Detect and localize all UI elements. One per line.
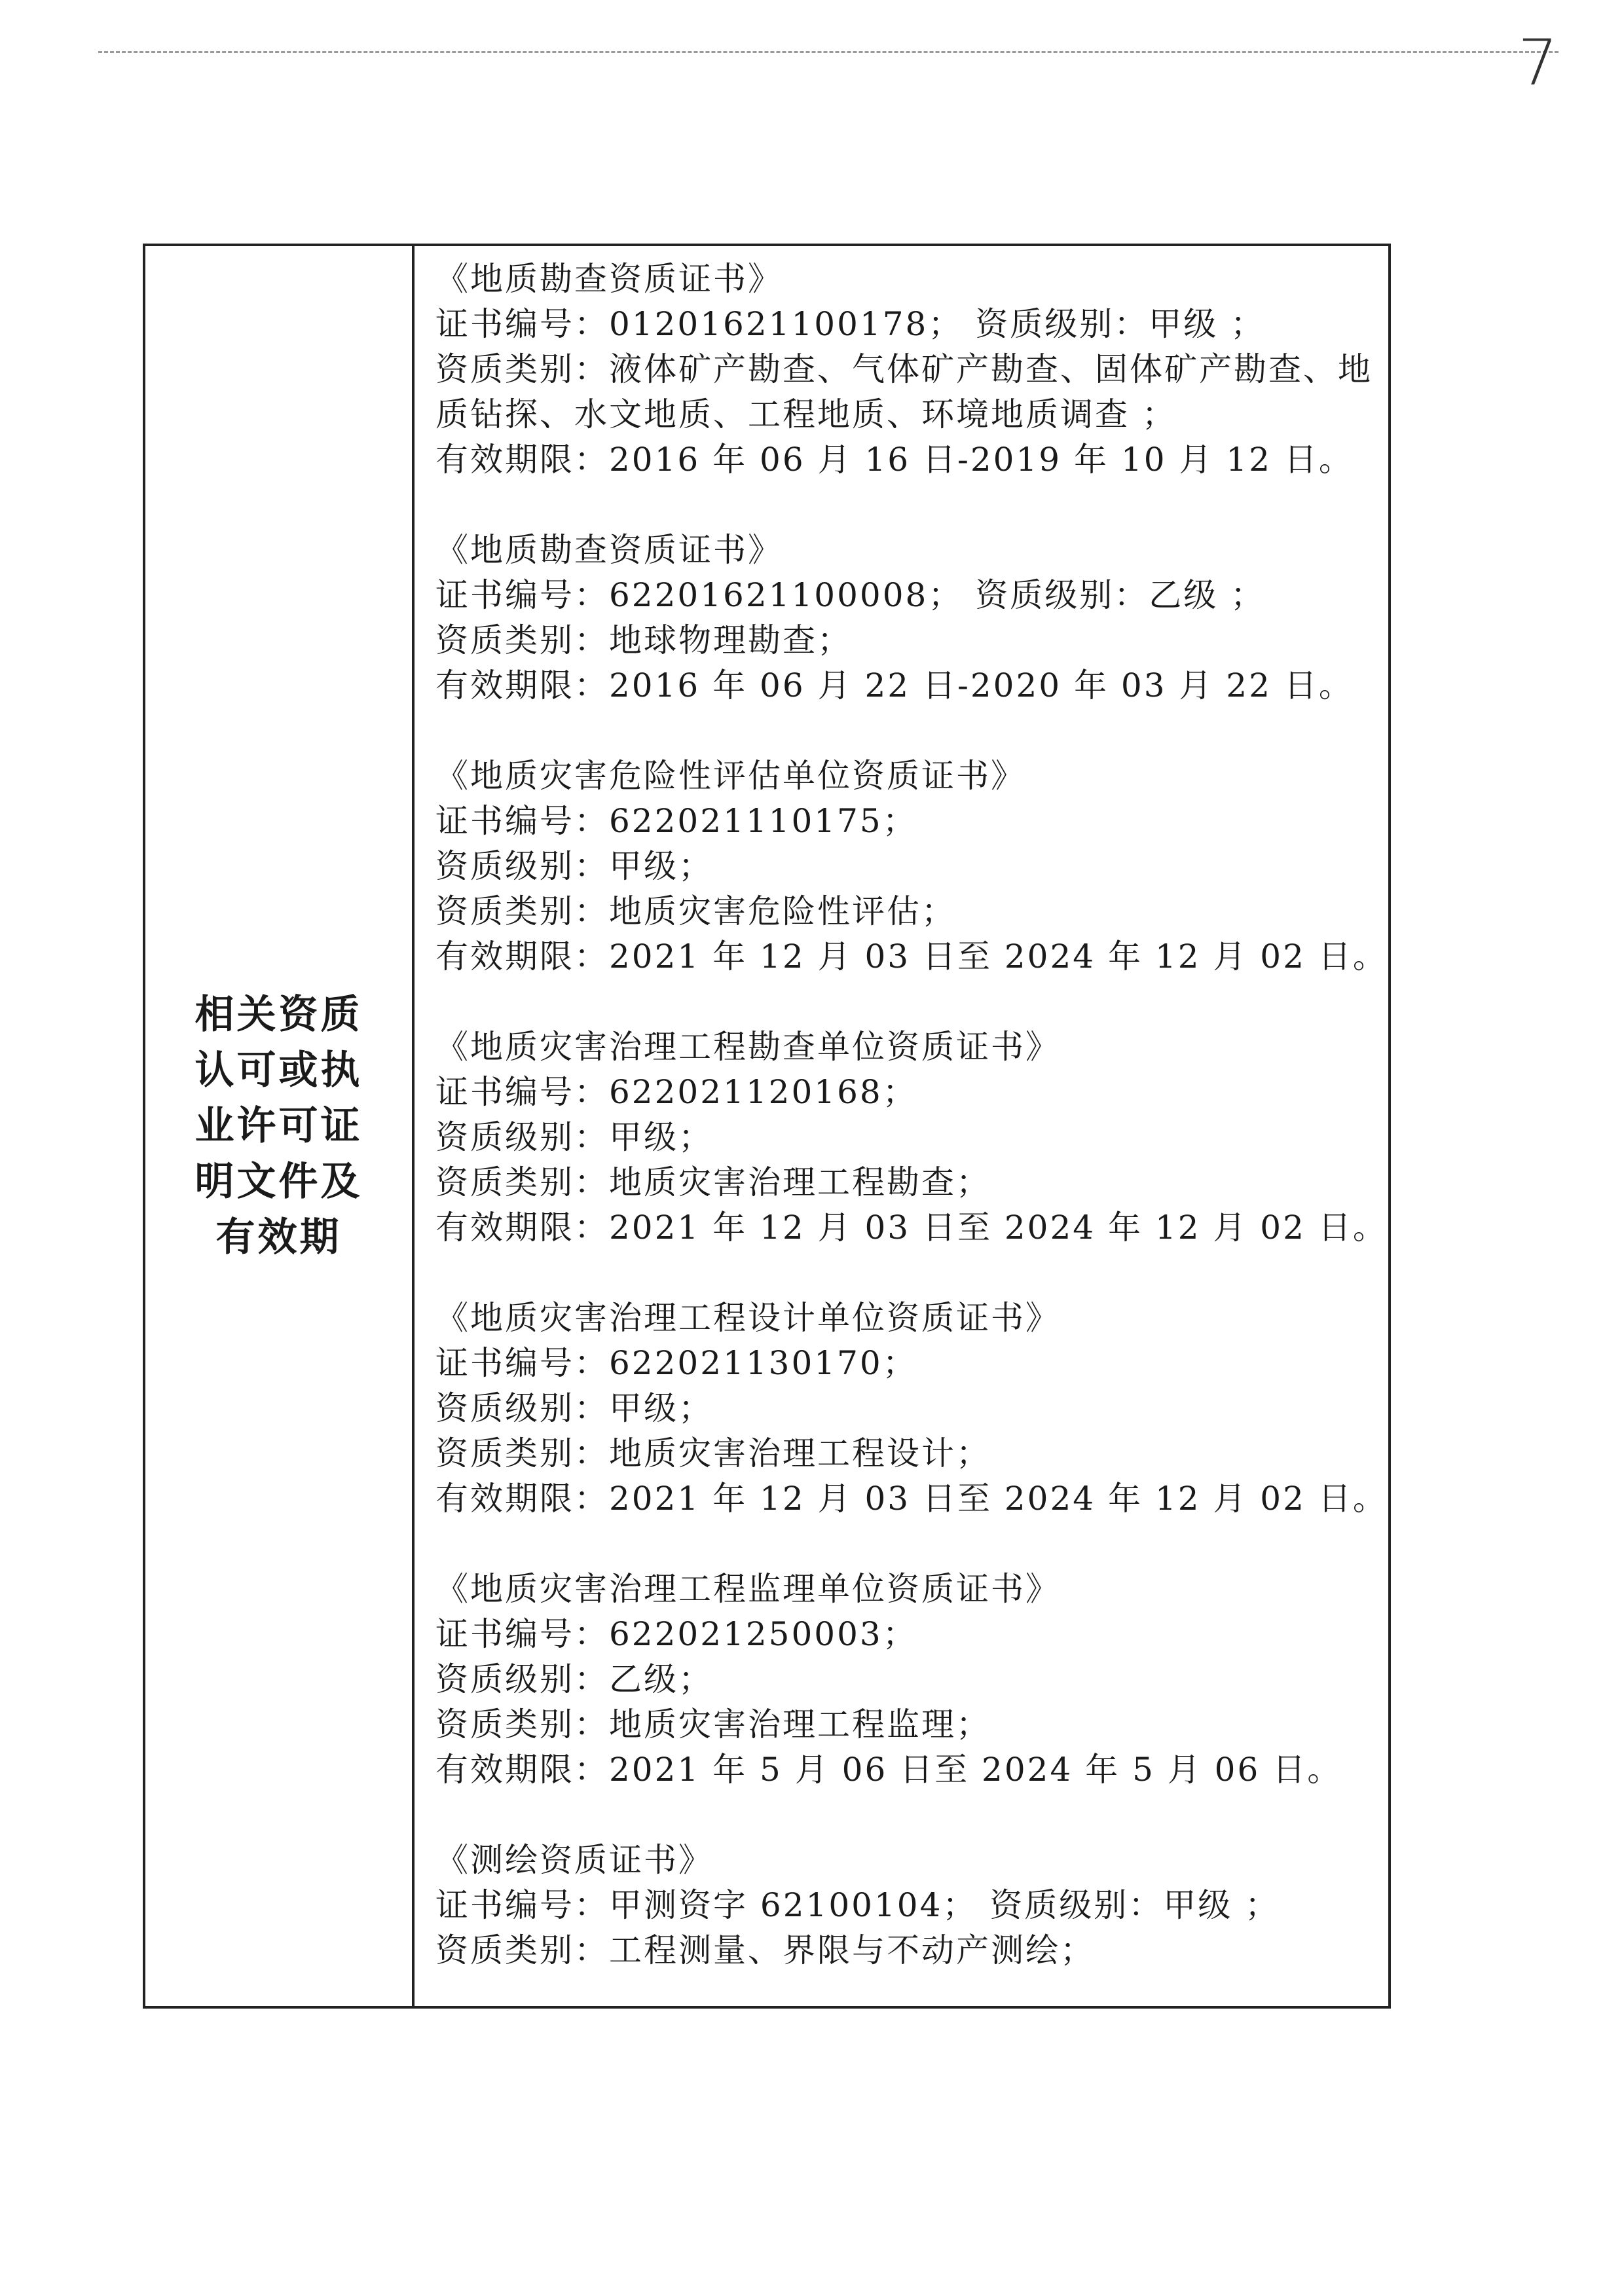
certificate-title: 《地质灾害治理工程勘查单位资质证书》: [435, 1028, 1060, 1066]
certificate-block: [435, 1838, 1380, 1973]
table-label-cell: [145, 246, 415, 2006]
certificate-category: 资质类别：工程测量、界限与不动产测绘；: [435, 1931, 1095, 1969]
certificate-block: [435, 1296, 1388, 1522]
certificate-title: 《地质勘查资质证书》: [435, 531, 783, 569]
certificate-block: [435, 1567, 1380, 1793]
certificate-category: 资质类别：地质灾害危险性评估；: [435, 892, 956, 930]
certificate-category: 资质类别：地质灾害治理工程监理；: [435, 1705, 991, 1743]
certificate-number: 证书编号：622021120168；: [435, 1073, 917, 1111]
handwritten-page-number: 7: [1518, 26, 1559, 100]
qualification-table: [143, 244, 1391, 2009]
certificate-title: 《地质勘查资质证书》: [435, 260, 783, 298]
certificate-validity: 有效期限：2016 年 06 月 16 日-2019 年 10 月 12 日。: [435, 441, 1354, 479]
certificate-level: 资质级别：甲级；: [435, 1389, 713, 1427]
certificate-level: 资质级别：乙级；: [435, 1660, 713, 1698]
certificate-title: 《地质灾害危险性评估单位资质证书》: [435, 757, 1025, 795]
certificate-category: 资质类别：地质灾害治理工程设计；: [435, 1434, 991, 1472]
certificate-number: 证书编号：01201621100178； 资质级别：甲级 ；: [435, 305, 1266, 343]
certificate-title: 《地质灾害治理工程监理单位资质证书》: [435, 1570, 1060, 1608]
header-rule: [98, 51, 1559, 53]
certificate-level: 资质级别：甲级；: [435, 847, 713, 885]
certificate-validity: 有效期限：2021 年 12 月 03 日至 2024 年 12 月 02 日。: [435, 1209, 1388, 1247]
certificate-category: 资质类别：液体矿产勘查、气体矿产勘查、固体矿产勘查、地质钻探、水文地质、工程地质、环境地质调查 ；: [435, 350, 1373, 433]
certificate-number: 证书编号：622021250003；: [435, 1615, 917, 1653]
certificate-title: 《测绘资质证书》: [435, 1841, 713, 1879]
certificate-category: 资质类别：地质灾害治理工程勘查；: [435, 1163, 991, 1201]
certificate-block: [435, 1025, 1388, 1250]
certificate-title: 《地质灾害治理工程设计单位资质证书》: [435, 1299, 1060, 1337]
certificate-number: 证书编号：622021110175；: [435, 802, 917, 840]
certificate-validity: 有效期限：2021 年 12 月 03 日至 2024 年 12 月 02 日。: [435, 938, 1388, 975]
certificate-number: 证书编号：62201621100008； 资质级别：乙级 ；: [435, 576, 1266, 614]
certificate-block: [435, 257, 1380, 483]
certificate-validity: 有效期限：2021 年 5 月 06 日至 2024 年 5 月 06 日。: [435, 1751, 1342, 1789]
certificate-level: 资质级别：甲级；: [435, 1118, 713, 1156]
table-label: 相关资质认可或执业许可证明文件及有效期: [194, 991, 363, 1260]
certificate-number: 证书编号：622021130170；: [435, 1344, 917, 1382]
table-content-cell: [415, 246, 1388, 2006]
certificate-validity: 有效期限：2021 年 12 月 03 日至 2024 年 12 月 02 日。: [435, 1480, 1388, 1518]
certificate-validity: 有效期限：2016 年 06 月 22 日-2020 年 03 月 22 日。: [435, 666, 1354, 704]
certificate-number: 证书编号：甲测资字 62100104； 资质级别：甲级 ；: [435, 1886, 1280, 1924]
certificate-category: 资质类别：地球物理勘查；: [435, 621, 852, 659]
certificate-block: [435, 528, 1380, 708]
certificate-block: [435, 754, 1388, 979]
